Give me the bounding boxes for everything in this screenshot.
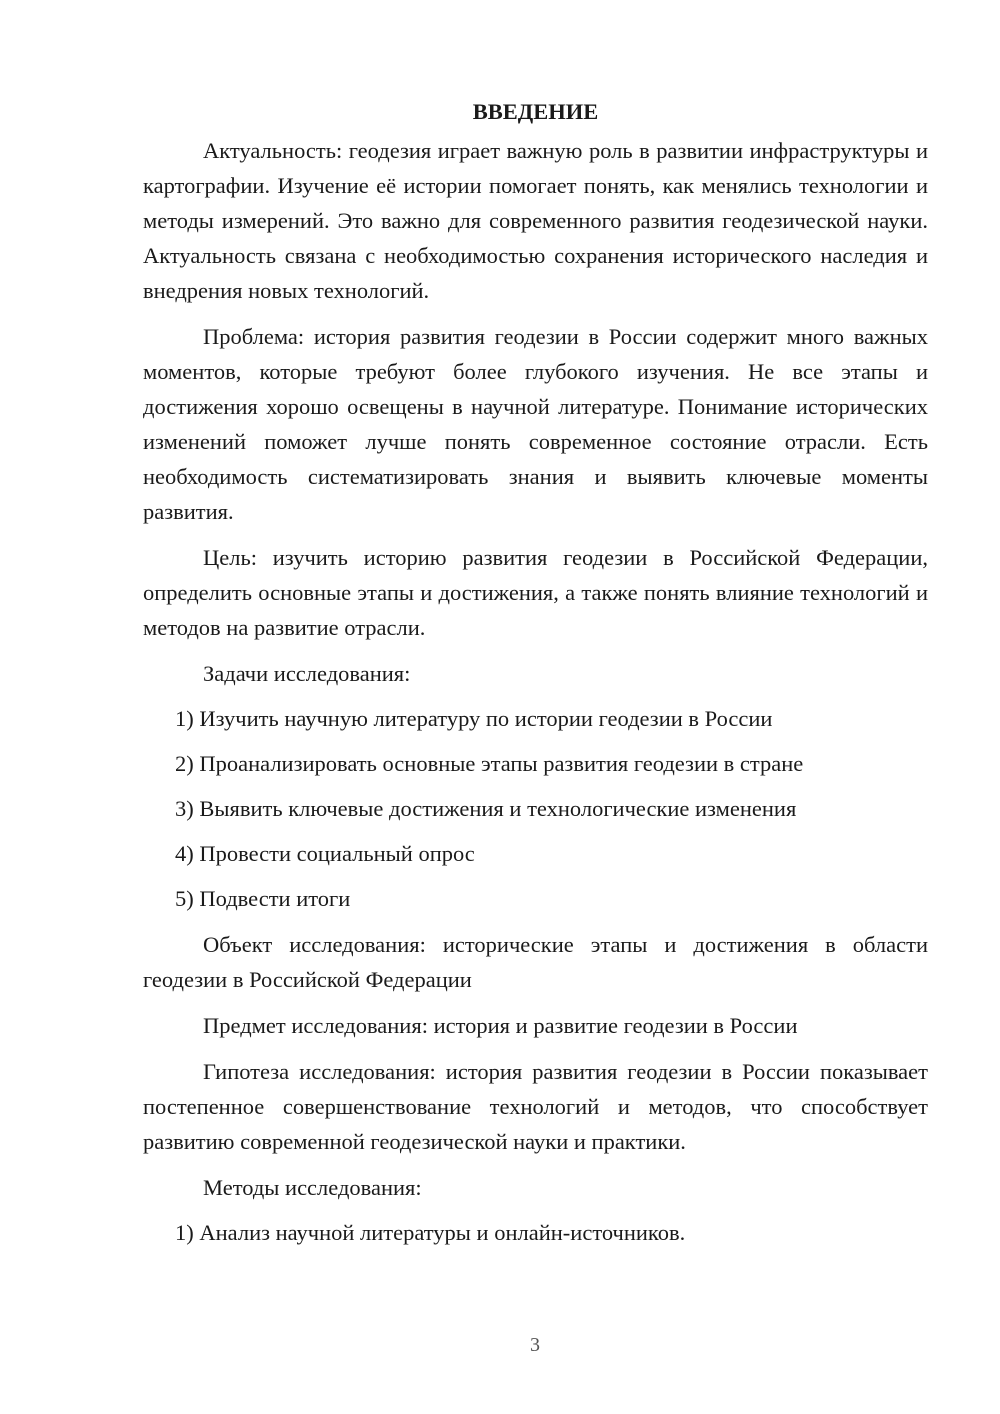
task-item: 1) Изучить научную литературу по истории геодезии в России [175, 706, 773, 731]
goal-paragraph: Цель: изучить историю развития геодезии в Российской Федерации, определить основные этапы и достижения, а также понять влияние технологий и методов на развитие отрасли. [143, 545, 928, 640]
problem-paragraph: Проблема: история развития геодезии в России содержит много важных моментов, которые требуют более глубокого изучения. Не все этапы и достижения хорошо освещены в научной литературе. Понимание исторических изменений поможет лучше понять современное состояние отрасли. Есть необходимость систематизировать знания и выявить ключевые моменты развития. [143, 324, 928, 524]
method-item: 1) Анализ научной литературы и онлайн-источников. [175, 1220, 686, 1245]
task-item: 3) Выявить ключевые достижения и технологические изменения [175, 796, 797, 821]
relevance-paragraph: Актуальность: геодезия играет важную роль в развитии инфраструктуры и картографии. Изучение её истории помогает понять, как менялись технологии и методы измерений. Это важно для современного развития геодезической науки. Актуальность связана с необходимостью сохранения исторического наследия и внедрения новых технологий. [143, 138, 928, 303]
subject-paragraph: Предмет исследования: история и развитие геодезии в России [203, 1013, 798, 1038]
hypothesis-paragraph: Гипотеза исследования: история развития геодезии в России показывает постепенное совершенствование технологий и методов, что способствует развитию современной геодезической науки и практики. [143, 1059, 928, 1154]
tasks-heading: Задачи исследования: [203, 661, 411, 686]
page-number: 3 [530, 1334, 540, 1356]
methods-heading: Методы исследования: [203, 1175, 422, 1200]
section-title: ВВЕДЕНИЕ [472, 99, 599, 124]
task-item: 4) Провести социальный опрос [175, 841, 475, 866]
task-item: 5) Подвести итоги [175, 886, 351, 911]
document-body [143, 94, 928, 1250]
object-paragraph: Объект исследования: исторические этапы и достижения в области геодезии в Российской Федерации [143, 932, 928, 992]
task-item: 2) Проанализировать основные этапы развития геодезии в стране [175, 751, 804, 776]
